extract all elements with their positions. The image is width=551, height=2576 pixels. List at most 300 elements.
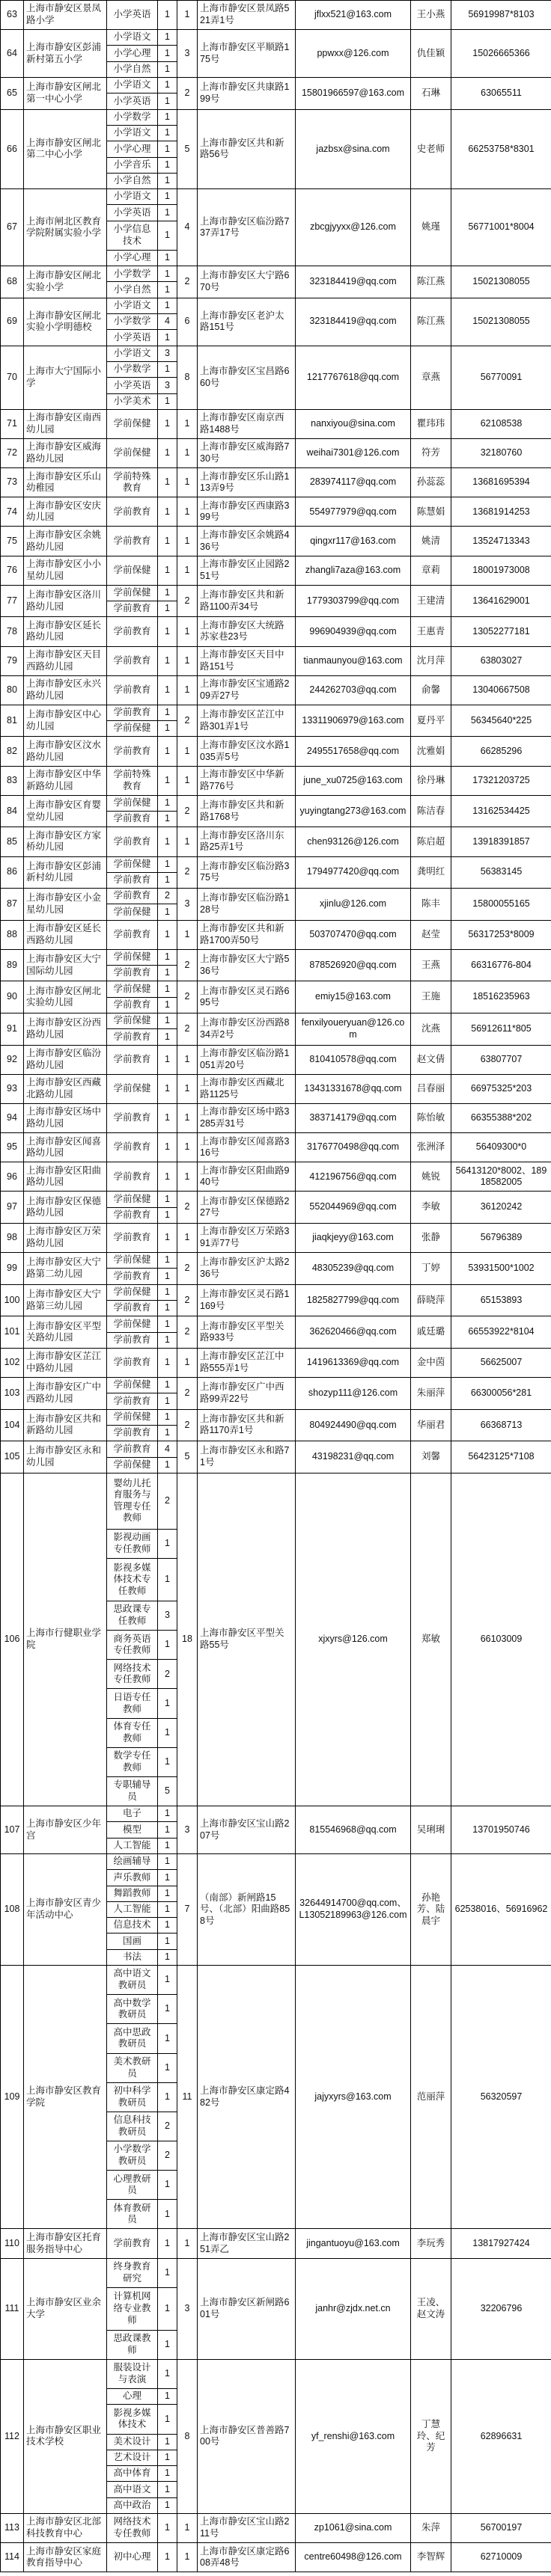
email: 815546968@qq.com [296,1806,411,1854]
position-count: 1 [158,856,177,872]
position-count: 1 [158,997,177,1013]
phone: 13681695394 [451,468,551,497]
phone: 63065511 [451,78,551,110]
position-count: 1 [158,920,177,949]
school-name: 上海市静安区闸北实验幼儿园 [24,981,107,1013]
position-count: 1 [158,1529,177,1558]
school-name: 上海市静安区大宁路第二幼儿园 [24,1253,107,1285]
position-name: 学前教育 [107,2229,158,2258]
position-count: 1 [158,1162,177,1192]
total-count: 1 [177,2514,198,2543]
position-count: 1 [158,1045,177,1074]
phone: 56383145 [451,856,551,889]
address: 上海市静安区汶水路1035弄5号 [198,737,296,766]
address: 上海市静安区共和新路1100弄34号 [198,585,296,617]
table-row [1,981,551,997]
position-name: 小学数学 [107,361,158,377]
position-name: 学前教育 [107,1162,158,1192]
position-name: 小学音乐 [107,157,158,173]
row-number: 75 [1,527,24,556]
contact-person: 陈洁春 [411,795,451,827]
address: 上海市静安区洛川东路25弄1号 [198,827,296,856]
position-count: 3 [158,1601,177,1630]
position-count: 1 [158,1332,177,1348]
table-row [1,1806,551,1822]
phone: 13052277181 [451,617,551,646]
position-name: 学前保健 [107,795,158,811]
position-count: 1 [158,966,177,981]
address: 上海市静安区宝山路211号 [198,2514,296,2543]
table-row [1,1045,551,1074]
school-name: 上海市静安区闻喜路幼儿园 [24,1133,107,1162]
school-name: 上海市静安区汾西路幼儿园 [24,1013,107,1046]
position-name: 学前保健 [107,721,158,737]
position-name: 小学美术 [107,393,158,409]
email: centre60498@126.com [296,2543,411,2572]
position-count: 1 [158,2482,177,2497]
total-count: 1 [177,617,198,646]
position-name: 学前教育 [107,966,158,981]
position-count: 1 [158,2359,177,2388]
total-count: 1 [177,1162,198,1192]
contact-person: 瞿玮玮 [411,409,451,438]
school-name: 上海市静安区业余大学 [24,2258,107,2359]
position-count: 1 [158,2389,177,2405]
position-count: 1 [158,1689,177,1718]
contact-person: 赵文倩 [411,1045,451,1074]
table-row [1,920,551,949]
address: 上海市静安区临汾路1051弄20号 [198,1045,296,1074]
table-row [1,2229,551,2258]
position-name: 学前特殊教育 [107,766,158,795]
contact-person: 张静 [411,1224,451,1253]
address: 上海市静安区场中路3285弄31号 [198,1103,296,1132]
email: chen93126@126.com [296,827,411,856]
table-row [1,2258,551,2287]
phone: 15800055165 [451,889,551,921]
contact-person: 符芳 [411,439,451,468]
address: 上海市静安区西藏北路1125号 [198,1074,296,1103]
position-name: 思政课专任教师 [107,1601,158,1630]
email: 43198231@qq.com [296,1441,411,1473]
row-number: 82 [1,737,24,766]
total-count: 1 [177,827,198,856]
phone: 13641629001 [451,585,551,617]
position-count: 4 [158,314,177,330]
table-row [1,856,551,872]
position-name: 学前教育 [107,872,158,888]
row-number: 105 [1,1441,24,1473]
position-count: 1 [158,1224,177,1253]
position-count: 1 [158,1409,177,1425]
contact-person: 刘馨 [411,1441,451,1473]
contact-person: 李智辉 [411,2543,451,2572]
total-count: 11 [177,1966,198,2229]
table-row [1,409,551,438]
position-count: 1 [158,812,177,827]
position-count: 1 [158,1822,177,1838]
address: 上海市静安区万荣路391弄77号 [198,1224,296,1253]
position-name: 学前保健 [107,1074,158,1103]
contact-person: 陈江燕 [411,298,451,346]
position-count: 1 [158,527,177,556]
phone: 56771001*8004 [451,189,551,266]
position-name: 学前教育 [107,1133,158,1162]
position-count: 1 [158,2287,177,2330]
position-name: 小学数学教研员 [107,2141,158,2170]
email: xjinlu@126.com [296,889,411,921]
row-number: 65 [1,78,24,110]
position-name: 高中语文教研员 [107,1966,158,1995]
address: 上海市静安区天目中路151号 [198,646,296,675]
position-name: 学前教育 [107,527,158,556]
school-name: 上海市静安区大宁路第三幼儿园 [24,1284,107,1316]
position-count: 2 [158,889,177,904]
school-name: 上海市静安区乐山幼稚园 [24,468,107,497]
address: 上海市静安区西康路399号 [198,497,296,527]
address: 上海市静安区康定路608弄48号 [198,2543,296,2572]
email: 13311906979@163.com [296,705,411,737]
address: 上海市静安区大宁路536号 [198,949,296,981]
position-count: 1 [158,2514,177,2543]
position-count: 1 [158,1029,177,1045]
school-name: 上海市静安区万荣路幼儿园 [24,1224,107,1253]
position-name: 学前保健 [107,1192,158,1207]
contact-person: 陈江燕 [411,266,451,298]
total-count: 1 [177,556,198,585]
row-number: 63 [1,1,24,30]
email: jajyxyrs@163.com [296,1966,411,2229]
table-row [1,1409,551,1425]
address: 上海市静安区共和新路56号 [198,109,296,188]
table-row [1,1316,551,1332]
row-number: 68 [1,266,24,298]
row-number: 87 [1,889,24,921]
email: yuyingtang273@163.com [296,795,411,827]
row-number: 70 [1,346,24,409]
phone: 56413120*8002、18918582005 [451,1162,551,1192]
address: 上海市静安区威海路730号 [198,439,296,468]
total-count: 6 [177,298,198,346]
position-name: 学前教育 [107,705,158,720]
position-name: 计算机网络专业教师 [107,2287,158,2330]
row-number: 85 [1,827,24,856]
position-name: 高中数学教研员 [107,1995,158,2024]
position-name: 信息技术 [107,1918,158,1933]
position-count: 1 [158,2466,177,2482]
email: 3176770498@qq.com [296,1133,411,1162]
total-count: 2 [177,1409,198,1441]
position-name: 学前教育 [107,920,158,949]
table-row [1,1013,551,1029]
school-name: 上海市静安区北部科技教育中心 [24,2514,107,2543]
table-row [1,1103,551,1132]
position-count: 1 [158,1103,177,1132]
email: 1419613369@qq.com [296,1348,411,1377]
position-name: 小学数学 [107,314,158,330]
position-count: 1 [158,2497,177,2513]
total-count: 1 [177,409,198,438]
table-row [1,2514,551,2543]
school-name: 上海市静安区平型关路幼儿园 [24,1316,107,1349]
phone: 15021308055 [451,298,551,346]
phone: 53931500*1002 [451,1253,551,1285]
total-count: 2 [177,705,198,737]
position-count: 1 [158,1378,177,1393]
phone: 66355388*202 [451,1103,551,1132]
contact-person: 范丽萍 [411,1966,451,2229]
contact-person: 沈雅娟 [411,737,451,766]
school-name: 上海市静安区家庭教育指导中心 [24,2543,107,2572]
email: 383714179@qq.com [296,1103,411,1132]
position-name: 体育专任教师 [107,1718,158,1747]
phone: 56625007 [451,1348,551,1377]
email: 810410578@qq.com [296,1045,411,1074]
total-count: 1 [177,1348,198,1377]
position-count: 1 [158,30,177,46]
table-row [1,468,551,497]
position-count: 1 [158,1074,177,1103]
school-name: 上海市静安区延长路幼儿园 [24,617,107,646]
position-count: 1 [158,2405,177,2434]
email: xjxyrs@126.com [296,1473,411,1806]
email: jiaqkjeyy@163.com [296,1224,411,1253]
contact-person: 朱萍 [411,2514,451,2543]
contact-person: 李敏 [411,1192,451,1224]
position-count: 1 [158,1013,177,1029]
position-count: 1 [158,737,177,766]
table-row [1,1224,551,1253]
contact-person: 龚明红 [411,856,451,889]
position-name: 学前保健 [107,409,158,438]
position-count: 1 [158,1301,177,1316]
contact-person: 丁婷 [411,1253,451,1285]
position-count: 1 [158,1949,177,1965]
email: 1794977420@qq.com [296,856,411,889]
position-name: 学前保健 [107,904,158,920]
position-count: 1 [158,409,177,438]
position-name: 学前教育 [107,1029,158,1045]
position-count: 1 [158,109,177,125]
address: 上海市静安区中华新路776号 [198,766,296,795]
total-count: 2 [177,795,198,827]
total-count: 1 [177,1133,198,1162]
position-count: 1 [158,361,177,377]
total-count: 1 [177,766,198,795]
table-row [1,1162,551,1192]
position-count: 1 [158,904,177,920]
position-count: 1 [158,872,177,888]
table-body [1,1,551,2572]
position-count: 2 [158,1473,177,1529]
row-number: 72 [1,439,24,468]
address: 上海市静安区平型关路933号 [198,1316,296,1349]
school-name: 上海市静安区闸北实验小学明德校 [24,298,107,346]
phone: 66300056*281 [451,1378,551,1410]
position-count: 1 [158,61,177,77]
email: 412196756@qq.com [296,1162,411,1192]
contact-person: 郑敏 [411,1473,451,1806]
position-count: 1 [158,1316,177,1332]
contact-person: 朱丽萍 [411,1378,451,1410]
total-count: 2 [177,1284,198,1316]
row-number: 93 [1,1074,24,1103]
row-number: 76 [1,556,24,585]
position-name: 影视动画专任教师 [107,1529,158,1558]
email: 32644914700@qq.com、L13052189963@126.com [296,1853,411,1965]
total-count: 1 [177,675,198,705]
email: yf_renshi@163.com [296,2359,411,2513]
total-count: 2 [177,266,198,298]
position-name: 学前保健 [107,556,158,585]
position-count: 1 [158,949,177,965]
address: 上海市静安区保德路227号 [198,1192,296,1224]
table-row [1,109,551,125]
contact-person: 李玩秀 [411,2229,451,2258]
position-count: 1 [158,2450,177,2465]
contact-person: 沈月萍 [411,646,451,675]
position-count: 1 [158,1,177,30]
contact-person: 姚清 [411,527,451,556]
position-count: 1 [158,125,177,141]
position-name: 高中政治 [107,2497,158,2513]
contact-person: 薛晓萍 [411,1284,451,1316]
school-name: 上海市静安区芷江中路幼儿园 [24,1348,107,1377]
phone: 62108538 [451,409,551,438]
total-count: 1 [177,1045,198,1074]
phone: 66553922*8104 [451,1316,551,1349]
phone: 32206796 [451,2258,551,2359]
row-number: 106 [1,1473,24,1806]
total-count: 1 [177,2229,198,2258]
total-count: 1 [177,646,198,675]
position-name: 商务英语专任教师 [107,1631,158,1660]
row-number: 67 [1,189,24,266]
row-number: 83 [1,766,24,795]
position-count: 1 [158,1886,177,1901]
school-name: 上海市静安区场中路幼儿园 [24,1103,107,1132]
position-name: 学前教育 [107,1332,158,1348]
position-count: 1 [158,2082,177,2112]
position-name: 初中心理 [107,2543,158,2572]
table-row [1,2543,551,2572]
position-count: 2 [158,2141,177,2170]
row-number: 80 [1,675,24,705]
total-count: 3 [177,30,198,78]
position-count: 1 [158,1558,177,1601]
school-name: 上海市行健职业学院 [24,1473,107,1806]
contact-person: 夏丹平 [411,705,451,737]
position-name: 小学语文 [107,346,158,361]
position-name: 美术设计 [107,2434,158,2450]
position-name: 学前教育 [107,997,158,1013]
total-count: 2 [177,949,198,981]
position-count: 4 [158,1441,177,1457]
school-name: 上海市静安区余姚路幼儿园 [24,527,107,556]
school-name: 上海市静安区大宁国际幼儿园 [24,949,107,981]
row-number: 92 [1,1045,24,1074]
position-count: 1 [158,827,177,856]
position-count: 1 [158,2171,177,2200]
row-number: 84 [1,795,24,827]
position-count: 1 [158,705,177,720]
email: fenxilyoueryuan@126.com [296,1013,411,1046]
email: 48305239@qq.com [296,1253,411,1285]
email: 1779303799@qq.com [296,585,411,617]
position-name: 小学英语 [107,378,158,393]
position-count: 5 [158,1776,177,1806]
contact-person: 陈怡敏 [411,1103,451,1132]
position-count: 1 [158,393,177,409]
school-name: 上海市静安区安庆幼儿园 [24,497,107,527]
table-row [1,1378,551,1393]
position-name: 初中科学教研员 [107,2082,158,2112]
position-name: 高中体育 [107,2466,158,2482]
school-name: 上海市静安区天目西路幼儿园 [24,646,107,675]
total-count: 3 [177,1806,198,1854]
total-count: 2 [177,856,198,889]
contact-person: 姚锐 [411,1162,451,1192]
position-name: 人工智能 [107,1838,158,1853]
school-name: 上海市静安区闸北实验小学 [24,266,107,298]
contact-person: 徐丹琳 [411,766,451,795]
address: 上海市静安区宝山路251弄乙 [198,2229,296,2258]
position-name: 学前教育 [107,827,158,856]
phone: 13817927424 [451,2229,551,2258]
phone: 13918391857 [451,827,551,856]
email: weihai7301@126.com [296,439,411,468]
school-name: 上海市静安区职业技术学校 [24,2359,107,2513]
position-count: 1 [158,78,177,93]
position-name: 小学信息技术 [107,221,158,250]
row-number: 91 [1,1013,24,1046]
contact-person: 赵莹 [411,920,451,949]
row-number: 114 [1,2543,24,2572]
row-number: 100 [1,1284,24,1316]
position-count: 1 [158,157,177,173]
position-name: 专职辅导员 [107,1776,158,1806]
school-name: 上海市静安区威海路幼儿园 [24,439,107,468]
contact-person: 金中茵 [411,1348,451,1377]
position-count: 1 [158,1933,177,1949]
address: 上海市静安区止园路251号 [198,556,296,585]
table-row [1,737,551,766]
address: 上海市静安区共康路199号 [198,78,296,110]
contact-person: 孙艳芳、陆晨宇 [411,1853,451,1965]
position-name: 学前保健 [107,856,158,872]
table-row [1,266,551,282]
address: 上海市静安区宝昌路660号 [198,346,296,409]
total-count: 1 [177,920,198,949]
total-count: 1 [177,527,198,556]
total-count: 18 [177,1473,198,1806]
position-name: 模型 [107,1822,158,1838]
position-count: 1 [158,795,177,811]
position-name: 小学自然 [107,282,158,298]
address: 上海市静安区沪太路236号 [198,1253,296,1285]
position-count: 1 [158,141,177,157]
position-count: 1 [158,1207,177,1223]
position-name: 学前保健 [107,1013,158,1029]
position-name: 体育教研员 [107,2200,158,2229]
position-count: 1 [158,1853,177,1869]
table-row [1,1441,551,1457]
school-name: 上海市静安区永和幼儿园 [24,1441,107,1473]
email: zp1061@sina.com [296,2514,411,2543]
email: emiy15@163.com [296,981,411,1013]
position-name: 小学心理 [107,46,158,61]
address: （南部）新闸路15号、（北部）阳曲路858号 [198,1853,296,1965]
